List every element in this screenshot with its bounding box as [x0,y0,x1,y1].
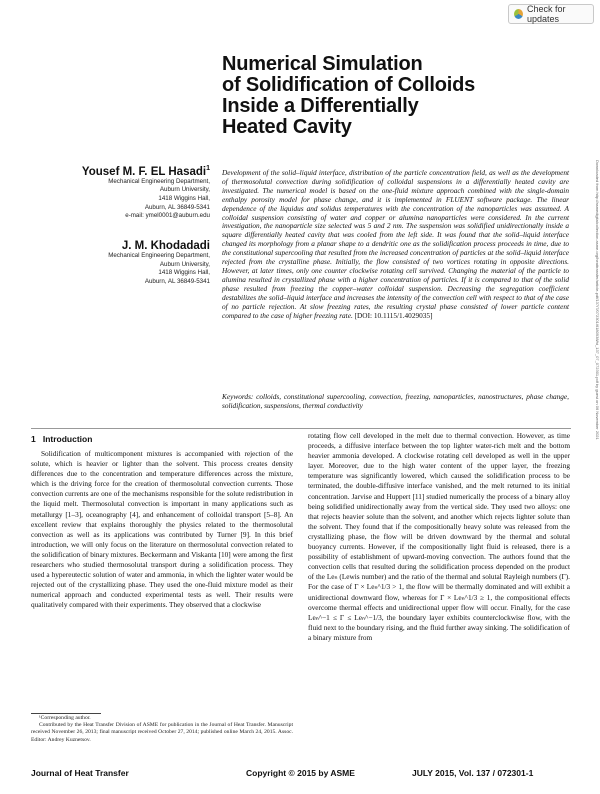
footer-issue: JULY 2015, Vol. 137 / 072301-1 [412,768,534,778]
author-affiliation: Mechanical Engineering Department, Auburn University, 1418 Wiggins Hall, Auburn, AL 36849-5341 [108,252,210,285]
footnote-mark: ¹Corresponding author. [39,715,91,721]
footer-copyright: Copyright © 2015 by ASME [246,768,355,778]
title-line: Inside a Differentially [222,95,419,117]
section-heading: 1 Introduction [31,434,93,444]
footer-journal: Journal of Heat Transfer [31,768,129,778]
check-for-updates-label: Check for updates [527,4,566,24]
body-column-right: rotating flow cell developed in the melt due to thermal convection. However, as time proceeds, a diffusive interface between the top lighter water-rich melt and the bottom heavier ammonia developed. A clockwise rotating cell developed as well in the upper layer. Moreover, due to the high water content of the upper layer, the freezing temperature was significantly lowered, which caused the solidification process to be terminated, the double-diffusive interface vanished, and the melt returned to its initial concentration. Jarvise and Huppert [11] studied numerically the process of a binary alloy being solidified unidirectionally away from the vertical side. They used two alloys: one that rejects heavier solute than the solvent, and another which rejects lighter solute than the solvent. They found that if the compositionally heavy solute was released from the crystallizing phase, the flow will be driven downward by the thermal and solutal buoyancy currents. However, if the compositionally light fluid is released, there is a possibility of establishment of upward-moving convection. The authors found that the convection cells that resulted during the solidification process depended on the product of the Leₙ (Lewis number) and the ratio of the thermal and solutal Rayleigh numbers (Γ). For the case of Γ × Leₙ^1/3 > 1, the flow will be thermally dominated and will exhibit a unidirectional downward flow, whereas for Γ × Leₙ^1/3 ≥ 1, the compositional effects overcome thermal effects and unidirectional upper flow will occur. Finally, for the case Leₙ^−1 ≤ Γ ≤ Leₙ^−1/3, the boundary layer exhibits counterclockwise flow, with the fluid next to the boundary rising, and the fluid further away sinking. The solidification of a binary mixture from [308,431,570,642]
title-line: Heated Cavity [222,116,352,138]
footnote [31,715,293,744]
author-affiliation: Mechanical Engineering Department, Auburn University, 1418 Wiggins Hall, Auburn, AL 36849-5341 e-mail: ymel0001@auburn.edu [60,178,210,221]
body-column-left: Solidification of multicomponent mixtures is accompanied with rejection of the solute, which is heavier or lighter than the solvent. This process creates density differences due to the concentration and temperature differences across the mixture, which is the driving force for the creation of thermosolutal convection currents. Those convection currents are one of the mechanisms responsible for the solute redistribution in the liquid melt. Thermosolutal convection is important in many applications such as metallurgy [1–3], oceanography [4], and enhancement of colloidal transport [5–8]. An excellent review that explains thoroughly the physics related to the thermosolutal convection as well as its applications was contributed by Turner [9]. In this brief introduction, we will only focus on the literature on thermosolutal convection related to the solidification of binary mixtures. Beckermann and Viskanta [10] were among the first researchers who studied thermosolutal transport during a solidification process. They used a hypereutectic solution of water and ammonia, in which the lighter water would be rejected out of the crystallizing phase. They used the one-fluid mixture model as their numerical approach and conducted experimental tests as well. Their results were qualitatively compared with their experiments. They observed that a clockwise [31,449,293,610]
divider [31,428,571,429]
download-watermark: Downloaded from http://asmedigitalcollection.asme.org/heattransfer/article-pdf/137/7/072301/6180938/ht_137_07_072301.pdf by guest on 06 November 2021 [595,160,600,440]
footnote-divider [31,713,101,714]
abstract-text: Development of the solid–liquid interface, distribution of the particle concentration field, as well as the development of thermosolutal convection during solidification of colloidal suspensions in a differentially heated cavity are investigated. The numerical model is based on the one-fluid mixture approach combined with the single-domain enthalpy porosity model for phase change, and it is implemented in FLUENT software package. The linear dependence of the liquidus and solidus temperatures with the concentration of the nanoparticles was assumed. A colloidal suspension consisting of water and copper or alumina nanoparticles were considered. In the current investigation, the nanoparticle size selected was 5 and 2 nm. The suspension was solidified unidirectionally inside a square differentially heated cavity that was cooled from the left side. It was found that the solid–liquid interface changed its morphology from a planar shape to a dendritic one as the solidification process proceeds in time, due to the constitutional supercooling that resulted from the increased concentration of particles at the solid–liquid interface rejected from the crystalline phase. Initially, the flow consisted of two vortices rotating in opposite directions. However, at later times, only one counter clockwise rotating cell survived. Changing the material of the particle to alumina resulted in crystallized phase with a higher concentration of particles. If it is compared to that of the solid phase resulted from freezing the copper–water colloidal suspension. Decreasing the segregation coefficient destabilizes the solid–liquid interface and increases the intensity of the convection cell with respect to that of the case of no particle rejection. At slow freezing rates, the resulting crystal phase consisted of lower particle content compared to the case of higher freezing rate. [222,168,569,320]
title-line: Numerical Simulation [222,53,423,75]
doi-link[interactable]: [DOI: 10.1115/1.4029035] [354,310,433,320]
author-name: Yousef M. F. EL Hasadi$^1$ [81,165,210,178]
author-email[interactable]: e-mail: ymel0001@auburn.edu [125,212,210,220]
crossmark-icon [514,9,523,19]
abstract [222,169,569,320]
keywords: Keywords: colloids, constitutional supercooling, convection, freezing, nanoparticles, nanostructures, phase change, solidification, suspensions, thermal conductivity [222,392,569,410]
author-name: J. M. Khodadadi [121,240,210,252]
title-line: of Solidification of Colloids [222,74,476,96]
check-for-updates-button[interactable] [508,4,594,24]
footnote-text: Contributed by the Heat Transfer Division of ASME for publication in the Journal of Heat Transfer. Manuscript received November 26, 2013; final manuscript received October 27, 2014; published online March 24, 2015. Assoc. Editor: Andrey Kuznetsov. [31,722,293,743]
paper-title [222,54,482,138]
author-block-1 [60,165,210,221]
author-block-2 [60,240,210,286]
